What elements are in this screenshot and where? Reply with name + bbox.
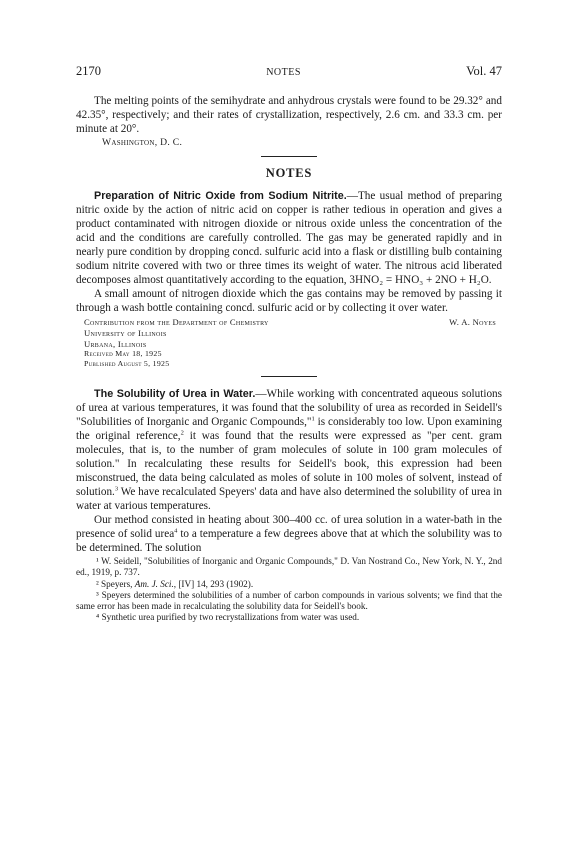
running-title: NOTES — [266, 67, 301, 78]
page-number: 2170 — [76, 64, 101, 78]
footnote-4: ⁴ Synthetic urea purified by two recrystallizations from water was used. — [96, 612, 360, 623]
prev-article-paragraph: The melting points of the semihydrate and anhydrous crystals were found to be 29.32° and 42.35°, respectively; and their rates of crystallization, respectively, 2.6 cm. and 33.3 cm. per minute at 20°. — [76, 95, 502, 135]
note-separator-rule — [261, 376, 317, 377]
footnote-3: ³ Speyers determined the solubilities of a number of carbon compounds in various solvents; we find that the same error has been made in recalculating the solubility data for Seidell's book. — [76, 589, 502, 612]
note1-author: W. A. Noyes — [449, 317, 496, 327]
volume-label: Vol. 47 — [466, 64, 502, 78]
note2-p2-b: to a temperature a few degrees above that at which the solubility was to be determined. The solution — [76, 528, 502, 555]
footnote-2-journal: Am. J. Sci. — [134, 578, 174, 589]
section-title: NOTES — [265, 166, 313, 180]
note2-p1-a: —While working with concentrated aqueous solutions of urea at various temperatures, it was found that the solubility of urea as recorded in Seidell's "Solubilities of Inorganic and Organic Compounds," — [76, 388, 502, 429]
note2-p1-b: is considerably too low. Upon examining the original reference, — [76, 416, 502, 443]
note2-p1-d: We have recalculated Speyers' data and have also determined the solubility of urea in water at various temperatures. — [76, 486, 502, 513]
footnote-2-author: ² Speyers, — [96, 578, 135, 589]
footnote-ref-2[interactable]: 2 — [180, 429, 184, 437]
note2-paragraph-2 — [76, 513, 502, 555]
note1-paragraph-1 — [76, 189, 502, 287]
section-rule — [261, 156, 317, 157]
note2-p2-a: Our method consisted in heating about 300–400 cc. of urea solution in a water-bath in the presence of solid urea — [76, 514, 502, 541]
footnote-ref-4[interactable]: 4 — [174, 527, 178, 535]
note1-title: Preparation of Nitric Oxide from Sodium Nitrite. — [94, 190, 347, 202]
footnotes — [76, 556, 502, 623]
note1-published: Published August 5, 1925 — [84, 358, 170, 368]
note1-received: Received May 18, 1925 — [84, 349, 162, 359]
note1-p1-text: —The usual method of preparing nitric oxide by the action of nitric acid on copper is rather tedious in operation and gives a product contaminated with nitrogen dioxide or nitrous oxide unless the concentration of the acid and the conditions are carefully controlled. The gas may be generated rapidly and in nearly pure condition by dropping concd. sulfuric acid into a flask or distilling bulb containing sodium nitrite covered with two or three times its weight of water. The nitrous acid liberated decomposes almost quantitatively according to the equation, 3HNO₂ = HNO₃ + 2NO + H₂O. — [76, 190, 502, 286]
note1-contribution: Contribution from the Department of Chemistry — [84, 317, 269, 327]
note1-paragraph-2: A small amount of nitrogen dioxide which the gas contains may be removed by passing it through a wash bottle containing concd. sulfuric acid or by collecting it over water. — [76, 288, 502, 314]
note1-contribution-block — [84, 317, 502, 349]
note2-p1-c: it was found that the results were expressed as "per cent. gram molecules, that is, to the number of gram molecules of solute in 100 gram molecules of solution." In recalculating these results for Seidell's book, this expression had been misconstrued, the data being calculated as moles of solute in 100 moles of solvent, instead of solution. — [76, 430, 502, 499]
note1-dates — [84, 349, 502, 368]
note1-university: University of Illinois — [84, 327, 167, 338]
footnote-2-citation: , [IV] 14, 293 (1902). — [173, 578, 254, 589]
footnote-1: ¹ W. Seidell, "Solubilities of Inorganic and Organic Compounds," D. Van Nostrand Co., New York, N. Y., 2nd ed., 1919, p. 737. — [76, 556, 502, 578]
prev-article-place: Washington, D. C. — [102, 137, 183, 148]
note1-city: Urbana, Illinois — [84, 338, 147, 349]
note2-paragraph-1 — [76, 387, 502, 513]
running-header — [76, 64, 502, 79]
note2-title: The Solubility of Urea in Water. — [94, 388, 256, 401]
footnote-ref-3[interactable]: 3 — [114, 485, 119, 493]
page — [76, 64, 502, 623]
footnote-ref-1[interactable]: 1 — [311, 415, 315, 423]
footnote-2 — [76, 579, 502, 590]
